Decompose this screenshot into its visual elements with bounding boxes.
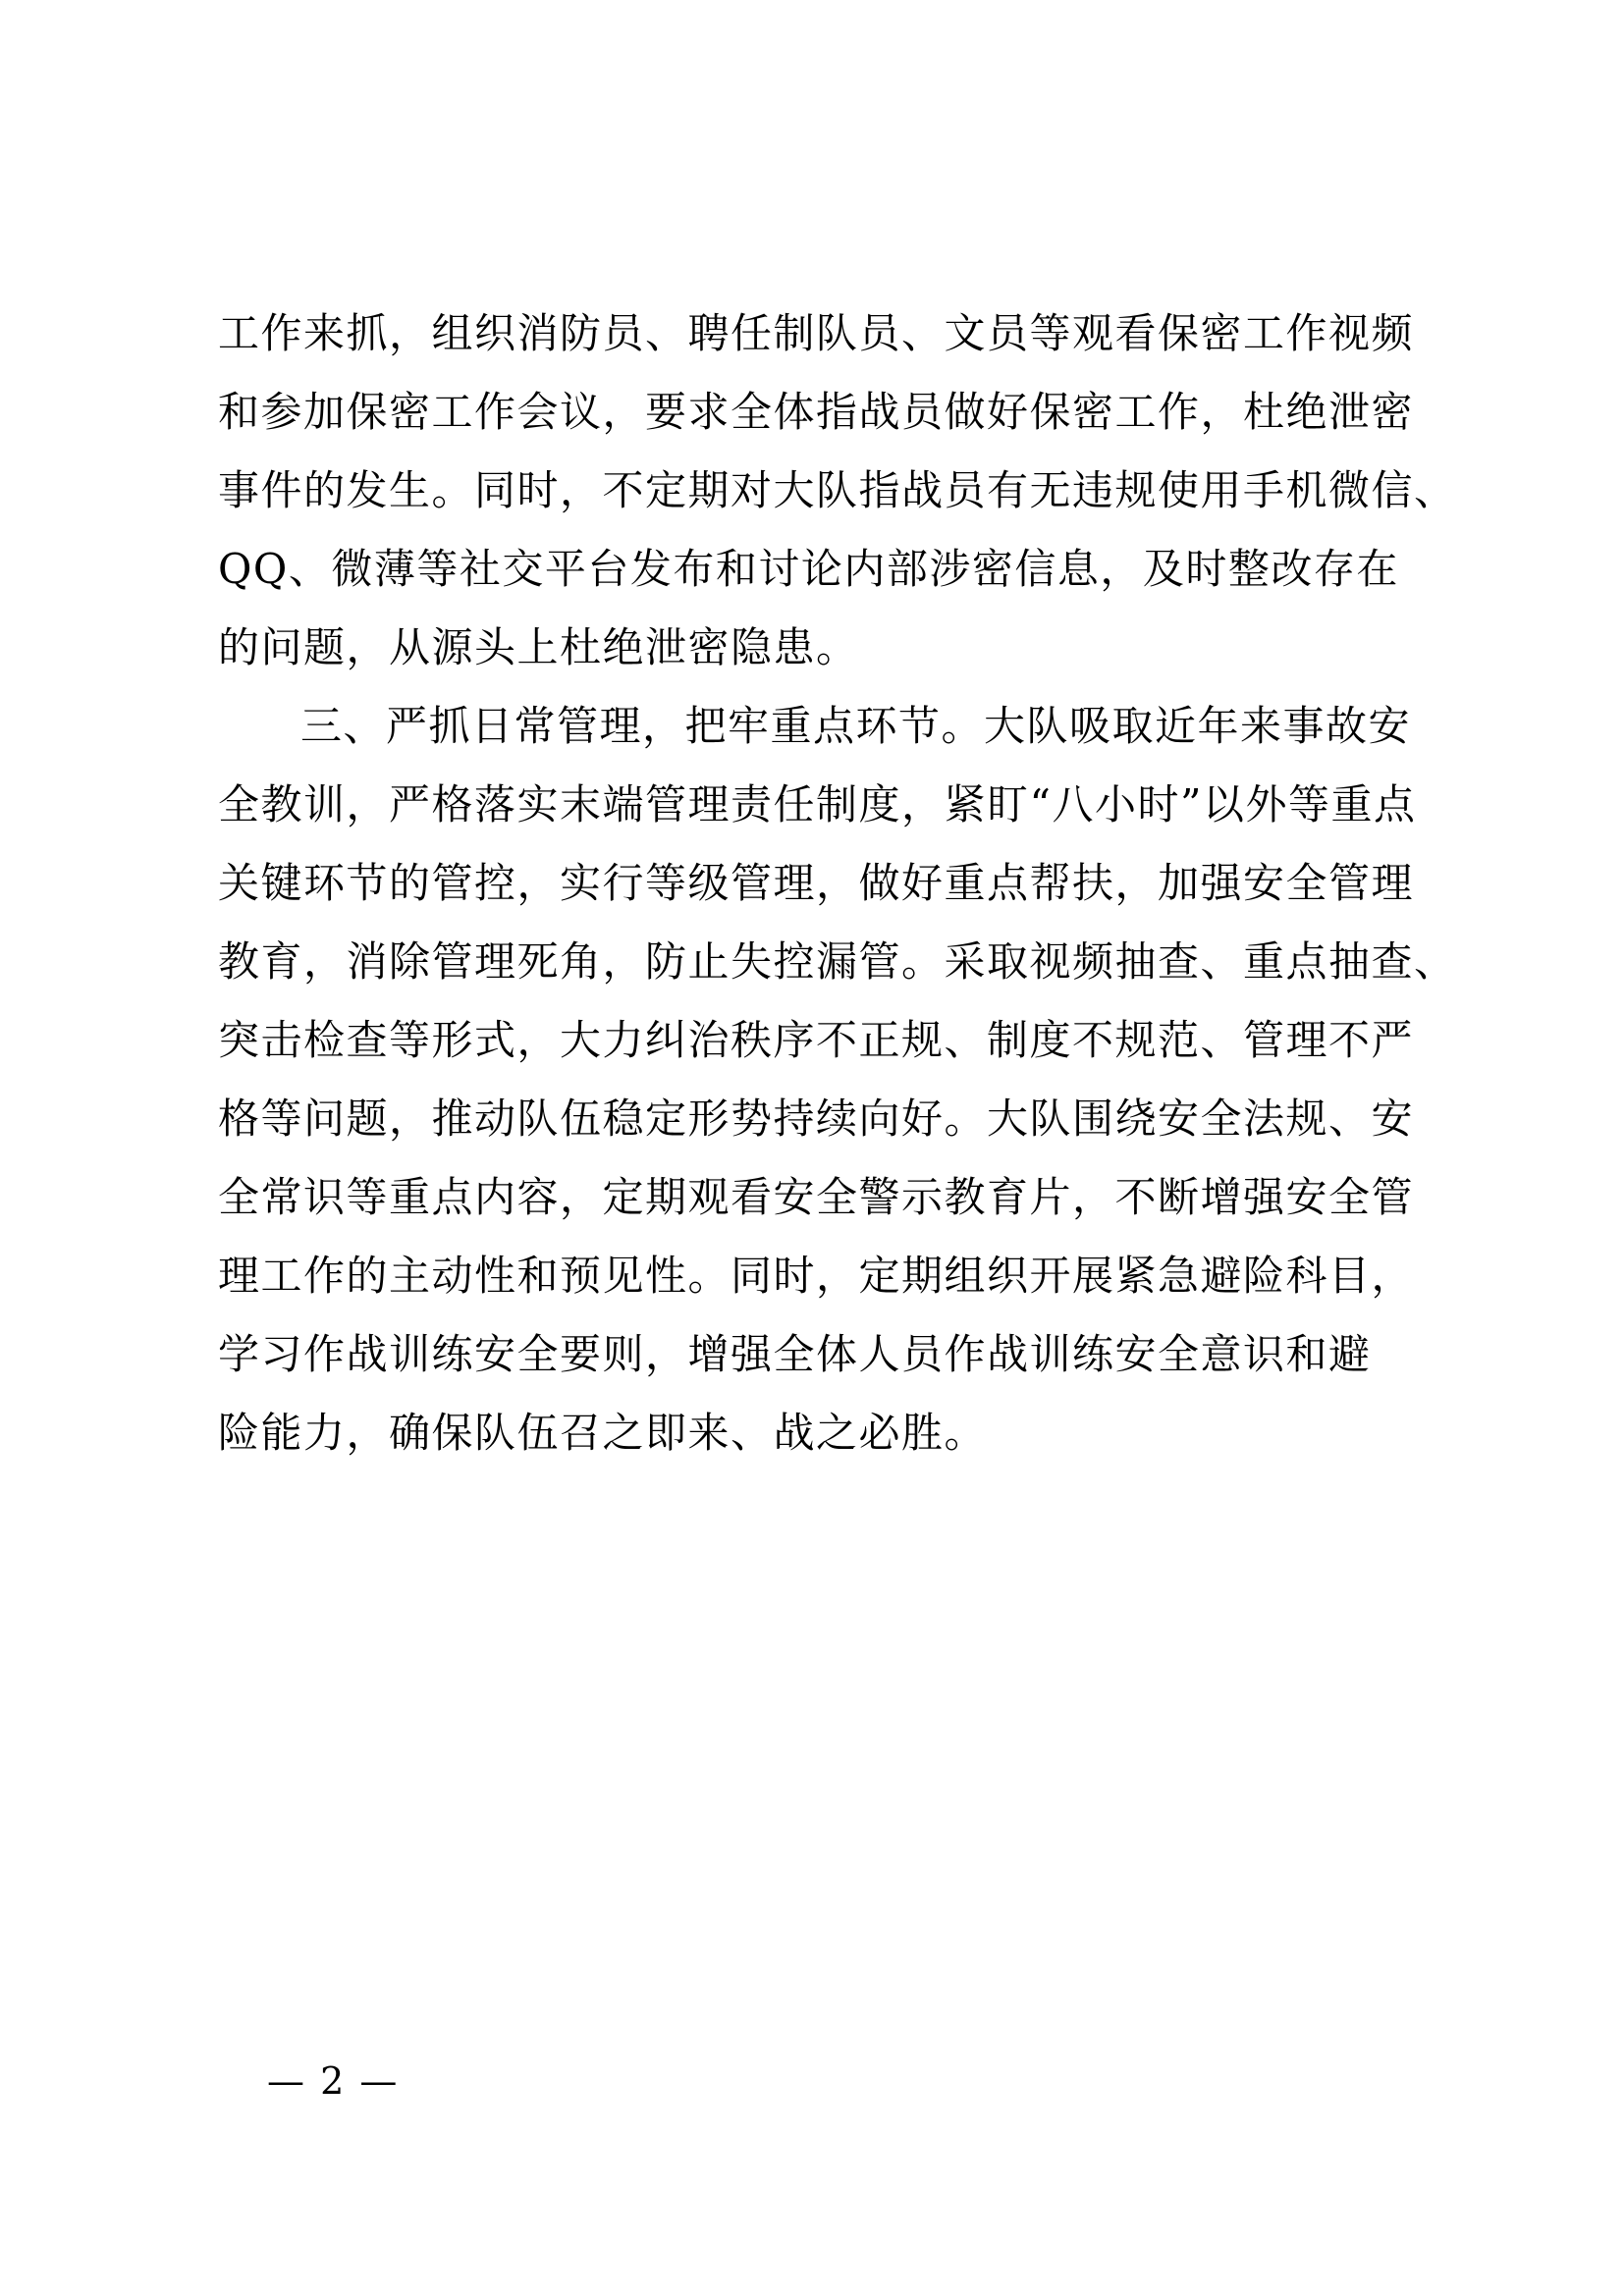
text-line: 教育，消除管理死角，防止失控漏管。采取视频抽查、重点抽查、 xyxy=(218,937,1457,986)
text-line: 和参加保密工作会议，要求全体指战员做好保密工作，杜绝泄密 xyxy=(218,388,1415,436)
text-line: QQ、微薄等社交平台发布和讨论内部涉密信息，及时整改存在 xyxy=(218,545,1399,593)
text-line: 关键环节的管控，实行等级管理，做好重点帮扶，加强安全管理 xyxy=(218,859,1415,907)
text-line: 工作来抓，组织消防员、聘任制队员、文员等观看保密工作视频 xyxy=(218,309,1415,357)
text-line: 险能力，确保队伍召之即来、战之必胜。 xyxy=(218,1409,988,1457)
text-line: 事件的发生。同时，不定期对大队指战员有无违规使用手机微信、 xyxy=(218,466,1457,514)
section-heading-line: 三、严抓日常管理，把牢重点环节。大队吸取近年来事故安 xyxy=(300,702,1412,750)
text-line: 格等问题，推动队伍稳定形势持续向好。大队围绕安全法规、安 xyxy=(218,1095,1415,1143)
text-line: 全教训，严格落实末端管理责任制度，紧盯“八小时”以外等重点 xyxy=(218,780,1417,828)
text-line: 全常识等重点内容，定期观看安全警示教育片，不断增强安全管 xyxy=(218,1173,1415,1221)
text-line: 突击检查等形式，大力纠治秩序不正规、制度不规范、管理不严 xyxy=(218,1016,1415,1064)
text-line: 学习作战训练安全要则，增强全体人员作战训练安全意识和避 xyxy=(218,1330,1372,1378)
document-body xyxy=(218,294,1457,1472)
text-line: 理工作的主动性和预见性。同时，定期组织开展紧急避险科目， xyxy=(218,1252,1415,1300)
page-number: — 2 — xyxy=(267,2059,400,2103)
text-line: 的问题，从源头上杜绝泄密隐患。 xyxy=(218,623,859,671)
